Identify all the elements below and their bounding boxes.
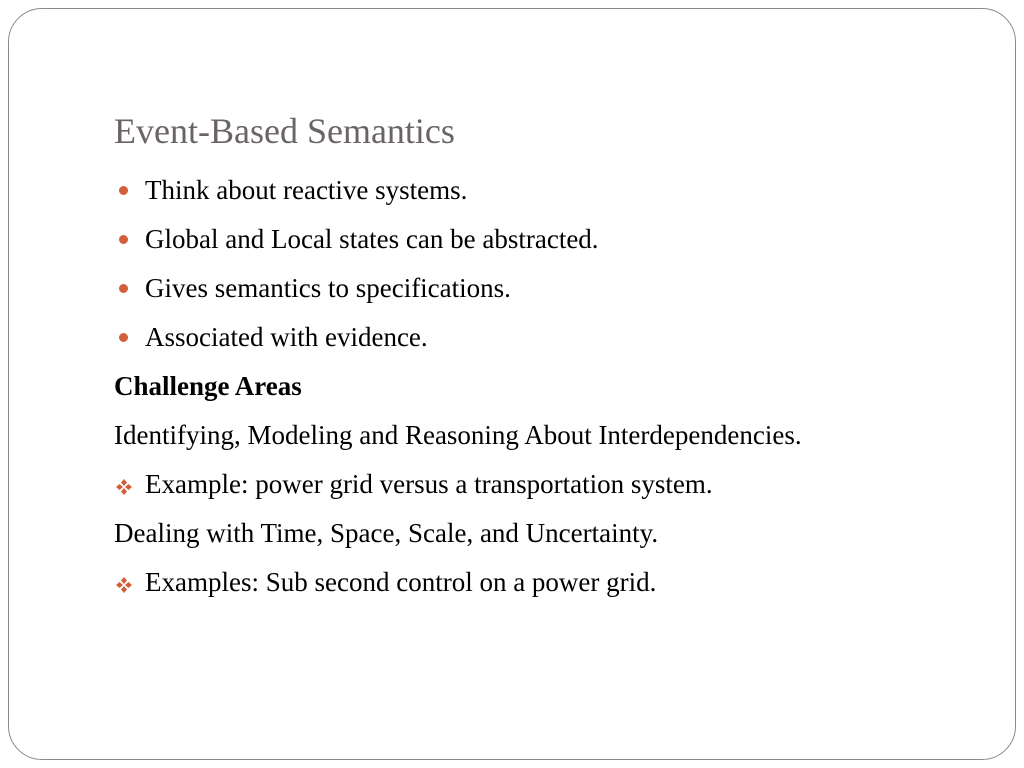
example-item xyxy=(114,469,934,500)
bullet-text: Associated with evidence. xyxy=(145,322,428,352)
bullet-text: Gives semantics to specifications. xyxy=(145,273,511,303)
slide-title: Event-Based Semantics xyxy=(114,111,455,151)
slide-content xyxy=(114,175,934,616)
bullet-text: Think about reactive systems. xyxy=(145,175,468,205)
challenge-area-text: Identifying, Modeling and Reasoning About Interdependencies. xyxy=(114,420,802,450)
example-text: Example: power grid versus a transportation system. xyxy=(145,469,713,499)
bullet-text: Global and Local states can be abstracted. xyxy=(145,224,599,254)
bullet-item xyxy=(114,322,934,353)
bullet-item xyxy=(114,224,934,255)
diamond-bullet-icon xyxy=(115,576,133,594)
bullet-item xyxy=(114,273,934,304)
challenge-area-text: Dealing with Time, Space, Scale, and Uncertainty. xyxy=(114,518,659,548)
bullet-dot-icon xyxy=(119,284,128,293)
bullet-item xyxy=(114,175,934,206)
example-item xyxy=(114,567,934,598)
slide-frame xyxy=(8,8,1016,760)
bullet-dot-icon xyxy=(119,235,128,244)
bullet-dot-icon xyxy=(119,186,128,195)
diamond-bullet-icon xyxy=(115,478,133,496)
bullet-dot-icon xyxy=(119,333,128,342)
example-text: Examples: Sub second control on a power grid. xyxy=(145,567,657,597)
challenge-heading: Challenge Areas xyxy=(114,371,302,401)
